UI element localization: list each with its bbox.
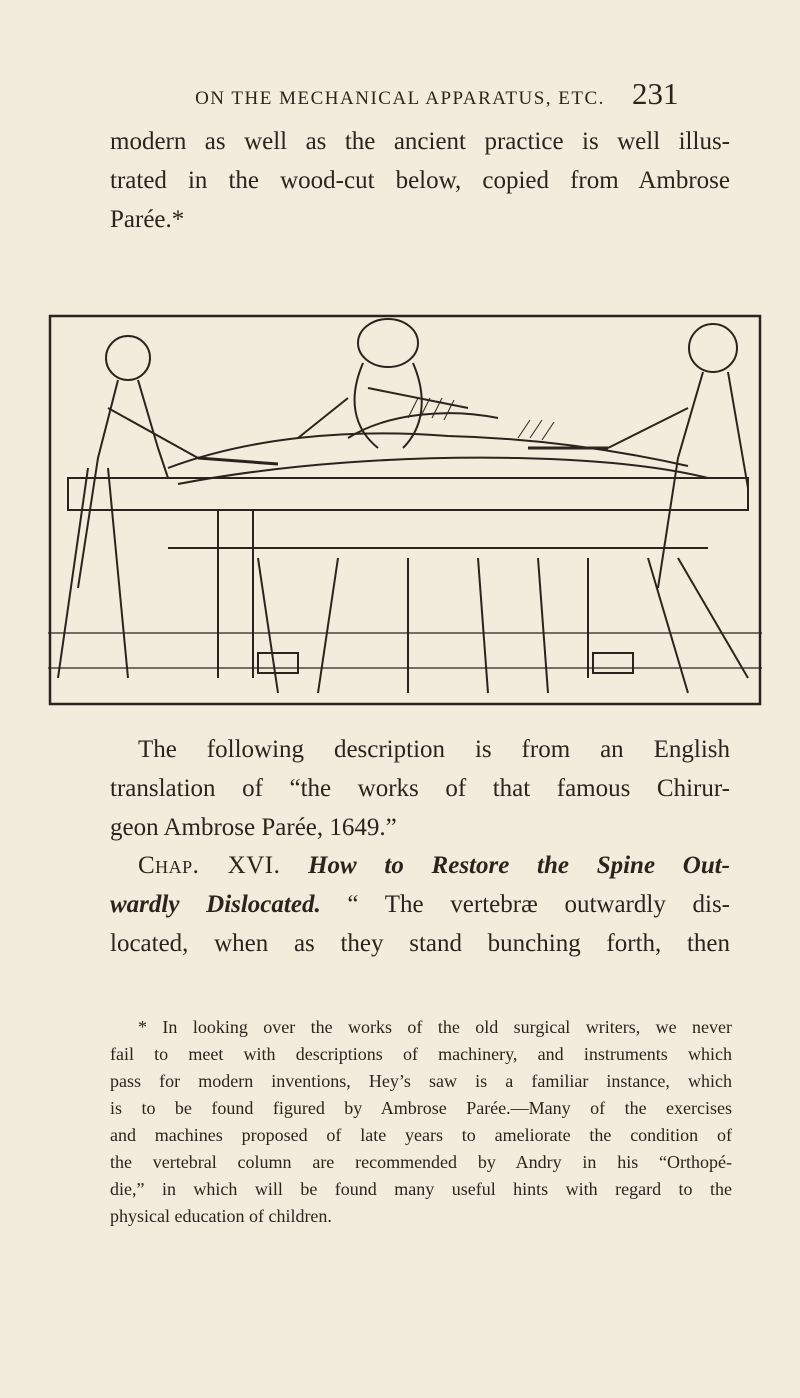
footnote-line: and machines proposed of late years to ameliorate the condition of (110, 1125, 732, 1145)
footnote (110, 1014, 732, 1230)
footnote-line: die,” in which will be found many useful hints with regard to the (110, 1179, 732, 1199)
footnote-line: * In looking over the works of the old surgical writers, we never (138, 1017, 732, 1037)
text-line: modern as well as the ancient practice is well illus- (110, 128, 730, 155)
text-line: translation of “the works of that famous Chirur- (110, 775, 730, 802)
chapter-title: How to Restore the Spine Out- (308, 852, 730, 879)
footnote-line: physical education of children. (110, 1206, 332, 1226)
paragraph-intro (110, 122, 730, 239)
paragraph-chapter (110, 846, 730, 963)
footnote-line: is to be found figured by Ambrose Parée.—Many of the exercises (110, 1098, 732, 1118)
text-line: The following description is from an English (138, 736, 730, 763)
chapter-title-cont: wardly Dislocated. (110, 891, 321, 918)
woodcut-spine-treatment-icon (48, 288, 762, 708)
chapter-label: Chap. XVI. (138, 852, 281, 879)
footnote-line: the vertebral column are recommended by Andry in his “Orthopé- (110, 1152, 732, 1172)
text-line: geon Ambrose Parée, 1649.” (110, 814, 397, 841)
text-line: Parée.* (110, 206, 185, 233)
quote-start: “ The vertebræ outwardly dis- (347, 891, 731, 918)
text-line (110, 846, 730, 885)
text-line: trated in the wood-cut below, copied from Ambrose (110, 167, 730, 194)
footnote-line: fail to meet with descriptions of machinery, and instruments which (110, 1044, 732, 1064)
page-number: 231 (632, 76, 679, 111)
text-line: located, when as they stand bunching forth, then (110, 930, 730, 957)
running-head: ON THE MECHANICAL APPARATUS, ETC. (195, 88, 605, 109)
footnote-line: pass for modern inventions, Hey’s saw is a familiar instance, which (110, 1071, 732, 1091)
text-line (110, 885, 730, 924)
paragraph-description (110, 730, 730, 847)
